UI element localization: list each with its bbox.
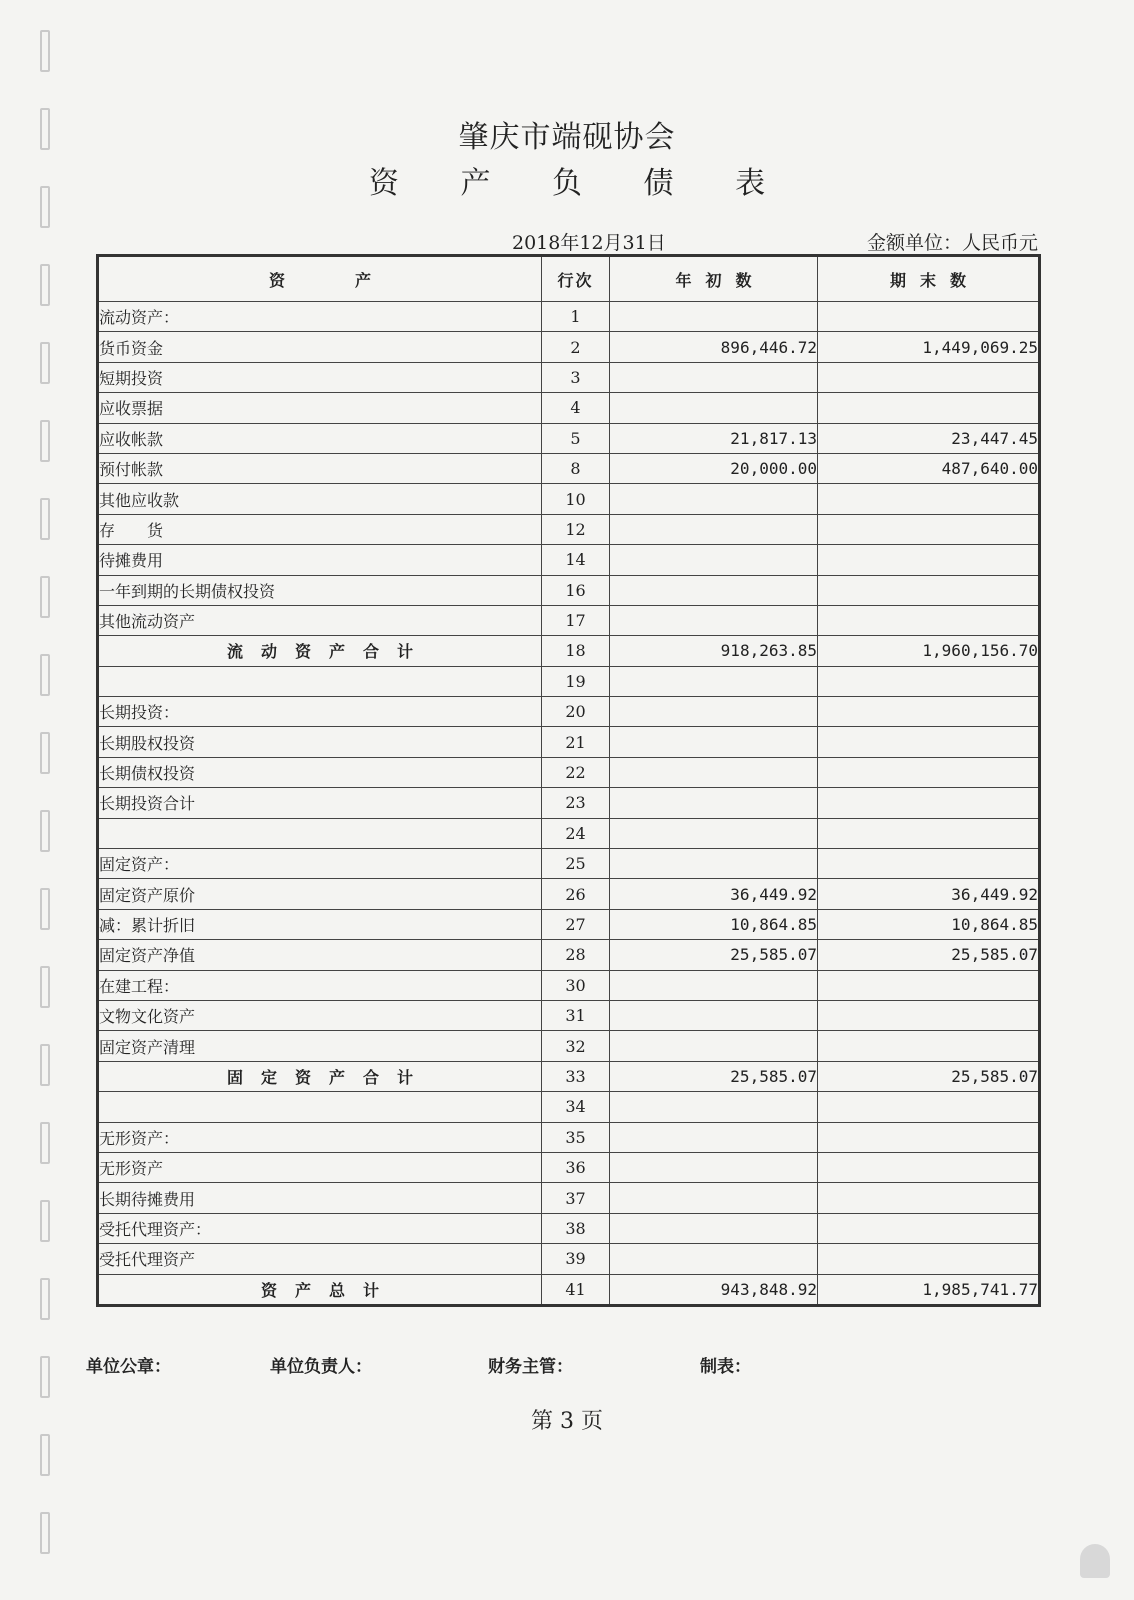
row-name: 流动资产： bbox=[98, 302, 542, 332]
row-line-no: 1 bbox=[542, 302, 610, 332]
row-line-no: 21 bbox=[542, 727, 610, 757]
row-end-value bbox=[818, 849, 1040, 879]
row-begin-value bbox=[610, 1183, 818, 1213]
row-end-value bbox=[818, 666, 1040, 696]
row-name: 固定资产合计 bbox=[98, 1061, 542, 1091]
row-name: 其他流动资产 bbox=[98, 605, 542, 635]
table-row bbox=[98, 302, 1040, 332]
table-row bbox=[98, 1152, 1040, 1182]
row-line-no: 17 bbox=[542, 605, 610, 635]
row-end-value: 25,585.07 bbox=[818, 1061, 1040, 1091]
row-line-no: 36 bbox=[542, 1152, 610, 1182]
footer-finance: 财务主管： bbox=[488, 1357, 573, 1377]
row-name bbox=[98, 666, 542, 696]
row-name: 固定资产原价 bbox=[98, 879, 542, 909]
row-end-value: 36,449.92 bbox=[818, 879, 1040, 909]
row-end-value bbox=[818, 1092, 1040, 1122]
row-line-no: 38 bbox=[542, 1213, 610, 1243]
row-name: 长期债权投资 bbox=[98, 757, 542, 787]
row-line-no: 37 bbox=[542, 1183, 610, 1213]
row-name bbox=[98, 1092, 542, 1122]
table-row bbox=[98, 940, 1040, 970]
row-line-no: 18 bbox=[542, 636, 610, 666]
total-row bbox=[98, 636, 1040, 666]
row-name: 减：累计折旧 bbox=[98, 909, 542, 939]
table-row bbox=[98, 727, 1040, 757]
row-end-value bbox=[818, 362, 1040, 392]
row-begin-value bbox=[610, 1092, 818, 1122]
row-begin-value bbox=[610, 484, 818, 514]
binding-holes bbox=[36, 30, 56, 1570]
row-end-value: 1,449,069.25 bbox=[818, 332, 1040, 362]
row-begin-value bbox=[610, 727, 818, 757]
row-line-no: 12 bbox=[542, 514, 610, 544]
table-body bbox=[98, 302, 1040, 1306]
row-end-value bbox=[818, 605, 1040, 635]
row-end-value bbox=[818, 484, 1040, 514]
row-line-no: 16 bbox=[542, 575, 610, 605]
table-row bbox=[98, 362, 1040, 392]
row-end-value bbox=[818, 970, 1040, 1000]
row-name: 存 货 bbox=[98, 514, 542, 544]
row-begin-value: 36,449.92 bbox=[610, 879, 818, 909]
row-end-value bbox=[818, 1122, 1040, 1152]
row-end-value bbox=[818, 727, 1040, 757]
row-end-value bbox=[818, 1152, 1040, 1182]
row-begin-value bbox=[610, 545, 818, 575]
corner-logo bbox=[1080, 1544, 1110, 1578]
row-line-no: 39 bbox=[542, 1244, 610, 1274]
row-begin-value bbox=[610, 1031, 818, 1061]
report-title: 资 产 负 债 表 bbox=[368, 166, 792, 201]
row-begin-value bbox=[610, 970, 818, 1000]
row-begin-value: 25,585.07 bbox=[610, 940, 818, 970]
row-name: 其他应收款 bbox=[98, 484, 542, 514]
row-end-value bbox=[818, 697, 1040, 727]
row-name bbox=[98, 818, 542, 848]
row-name: 待摊费用 bbox=[98, 545, 542, 575]
row-line-no: 30 bbox=[542, 970, 610, 1000]
row-line-no: 4 bbox=[542, 393, 610, 423]
row-begin-value bbox=[610, 1213, 818, 1243]
row-name: 固定资产清理 bbox=[98, 1031, 542, 1061]
row-line-no: 14 bbox=[542, 545, 610, 575]
table-row bbox=[98, 1213, 1040, 1243]
row-name: 在建工程： bbox=[98, 970, 542, 1000]
row-end-value bbox=[818, 1000, 1040, 1030]
row-line-no: 27 bbox=[542, 909, 610, 939]
table-row bbox=[98, 1122, 1040, 1152]
table-row bbox=[98, 970, 1040, 1000]
row-end-value: 23,447.45 bbox=[818, 423, 1040, 453]
row-end-value: 25,585.07 bbox=[818, 940, 1040, 970]
table-row bbox=[98, 423, 1040, 453]
row-name: 受托代理资产 bbox=[98, 1244, 542, 1274]
row-line-no: 34 bbox=[542, 1092, 610, 1122]
table-row bbox=[98, 697, 1040, 727]
row-begin-value bbox=[610, 362, 818, 392]
row-begin-value: 918,263.85 bbox=[610, 636, 818, 666]
organization-name: 肇庆市端砚协会 bbox=[458, 120, 676, 155]
row-name: 无形资产 bbox=[98, 1152, 542, 1182]
report-date: 2018年12月31日 bbox=[512, 232, 666, 254]
row-begin-value bbox=[610, 1244, 818, 1274]
row-line-no: 8 bbox=[542, 453, 610, 483]
row-begin-value bbox=[610, 302, 818, 332]
row-end-value bbox=[818, 818, 1040, 848]
row-name: 文物文化资产 bbox=[98, 1000, 542, 1030]
table-row bbox=[98, 545, 1040, 575]
row-begin-value bbox=[610, 697, 818, 727]
balance-sheet-table bbox=[96, 254, 1041, 1307]
row-name: 应收票据 bbox=[98, 393, 542, 423]
row-begin-value bbox=[610, 1122, 818, 1152]
table-row bbox=[98, 453, 1040, 483]
row-line-no: 33 bbox=[542, 1061, 610, 1091]
page-number: 第 3 页 bbox=[531, 1409, 603, 1434]
row-end-value bbox=[818, 302, 1040, 332]
row-line-no: 5 bbox=[542, 423, 610, 453]
row-name: 应收帐款 bbox=[98, 423, 542, 453]
table-row bbox=[98, 757, 1040, 787]
row-begin-value bbox=[610, 818, 818, 848]
row-line-no: 25 bbox=[542, 849, 610, 879]
table-row bbox=[98, 1000, 1040, 1030]
row-line-no: 24 bbox=[542, 818, 610, 848]
row-line-no: 32 bbox=[542, 1031, 610, 1061]
table-row bbox=[98, 788, 1040, 818]
row-begin-value: 21,817.13 bbox=[610, 423, 818, 453]
column-header-asset: 资产 bbox=[98, 256, 542, 302]
row-name: 长期待摊费用 bbox=[98, 1183, 542, 1213]
row-name: 预付帐款 bbox=[98, 453, 542, 483]
footer-preparer: 制表： bbox=[700, 1357, 751, 1377]
row-line-no: 41 bbox=[542, 1274, 610, 1305]
row-name: 一年到期的长期债权投资 bbox=[98, 575, 542, 605]
row-end-value bbox=[818, 514, 1040, 544]
row-line-no: 28 bbox=[542, 940, 610, 970]
row-name: 无形资产： bbox=[98, 1122, 542, 1152]
row-end-value bbox=[818, 393, 1040, 423]
row-end-value bbox=[818, 1031, 1040, 1061]
table-row bbox=[98, 1183, 1040, 1213]
row-line-no: 35 bbox=[542, 1122, 610, 1152]
row-name: 固定资产： bbox=[98, 849, 542, 879]
column-header-begin: 年初数 bbox=[610, 256, 818, 302]
table-row bbox=[98, 666, 1040, 696]
row-begin-value bbox=[610, 514, 818, 544]
row-line-no: 31 bbox=[542, 1000, 610, 1030]
row-name: 长期投资合计 bbox=[98, 788, 542, 818]
table-row bbox=[98, 1031, 1040, 1061]
row-name: 长期股权投资 bbox=[98, 727, 542, 757]
row-end-value: 1,985,741.77 bbox=[818, 1274, 1040, 1305]
row-begin-value bbox=[610, 1000, 818, 1030]
row-end-value bbox=[818, 1213, 1040, 1243]
row-name: 受托代理资产： bbox=[98, 1213, 542, 1243]
row-line-no: 10 bbox=[542, 484, 610, 514]
total-row bbox=[98, 1274, 1040, 1305]
table-row bbox=[98, 879, 1040, 909]
row-line-no: 26 bbox=[542, 879, 610, 909]
row-end-value: 487,640.00 bbox=[818, 453, 1040, 483]
row-begin-value: 943,848.92 bbox=[610, 1274, 818, 1305]
row-name: 固定资产净值 bbox=[98, 940, 542, 970]
row-begin-value bbox=[610, 666, 818, 696]
table-row bbox=[98, 818, 1040, 848]
row-end-value: 10,864.85 bbox=[818, 909, 1040, 939]
row-begin-value bbox=[610, 605, 818, 635]
row-line-no: 3 bbox=[542, 362, 610, 392]
row-begin-value: 896,446.72 bbox=[610, 332, 818, 362]
row-line-no: 2 bbox=[542, 332, 610, 362]
row-begin-value bbox=[610, 788, 818, 818]
table-row bbox=[98, 514, 1040, 544]
row-name: 短期投资 bbox=[98, 362, 542, 392]
table-header-row bbox=[98, 256, 1040, 302]
row-begin-value: 10,864.85 bbox=[610, 909, 818, 939]
row-begin-value bbox=[610, 849, 818, 879]
table-row bbox=[98, 1244, 1040, 1274]
row-line-no: 23 bbox=[542, 788, 610, 818]
column-header-line-no: 行次 bbox=[542, 256, 610, 302]
row-begin-value bbox=[610, 393, 818, 423]
table-row bbox=[98, 909, 1040, 939]
row-end-value bbox=[818, 1244, 1040, 1274]
column-header-end: 期末数 bbox=[818, 256, 1040, 302]
row-name: 货币资金 bbox=[98, 332, 542, 362]
row-begin-value bbox=[610, 757, 818, 787]
row-name: 资产总计 bbox=[98, 1274, 542, 1305]
currency-unit: 金额单位：人民币元 bbox=[866, 232, 1038, 254]
row-begin-value bbox=[610, 1152, 818, 1182]
row-end-value bbox=[818, 545, 1040, 575]
row-begin-value: 20,000.00 bbox=[610, 453, 818, 483]
row-line-no: 20 bbox=[542, 697, 610, 727]
table-row bbox=[98, 332, 1040, 362]
table-row bbox=[98, 393, 1040, 423]
row-name: 流动资产合计 bbox=[98, 636, 542, 666]
total-row bbox=[98, 1061, 1040, 1091]
row-end-value: 1,960,156.70 bbox=[818, 636, 1040, 666]
row-end-value bbox=[818, 1183, 1040, 1213]
row-line-no: 19 bbox=[542, 666, 610, 696]
table-row bbox=[98, 484, 1040, 514]
row-begin-value bbox=[610, 575, 818, 605]
row-end-value bbox=[818, 788, 1040, 818]
row-begin-value: 25,585.07 bbox=[610, 1061, 818, 1091]
row-end-value bbox=[818, 575, 1040, 605]
table-row bbox=[98, 605, 1040, 635]
table-row bbox=[98, 849, 1040, 879]
footer-head: 单位负责人： bbox=[270, 1357, 372, 1377]
row-end-value bbox=[818, 757, 1040, 787]
row-line-no: 22 bbox=[542, 757, 610, 787]
row-name: 长期投资： bbox=[98, 697, 542, 727]
table-row bbox=[98, 575, 1040, 605]
table-row bbox=[98, 1092, 1040, 1122]
footer-seal: 单位公章： bbox=[86, 1357, 171, 1377]
